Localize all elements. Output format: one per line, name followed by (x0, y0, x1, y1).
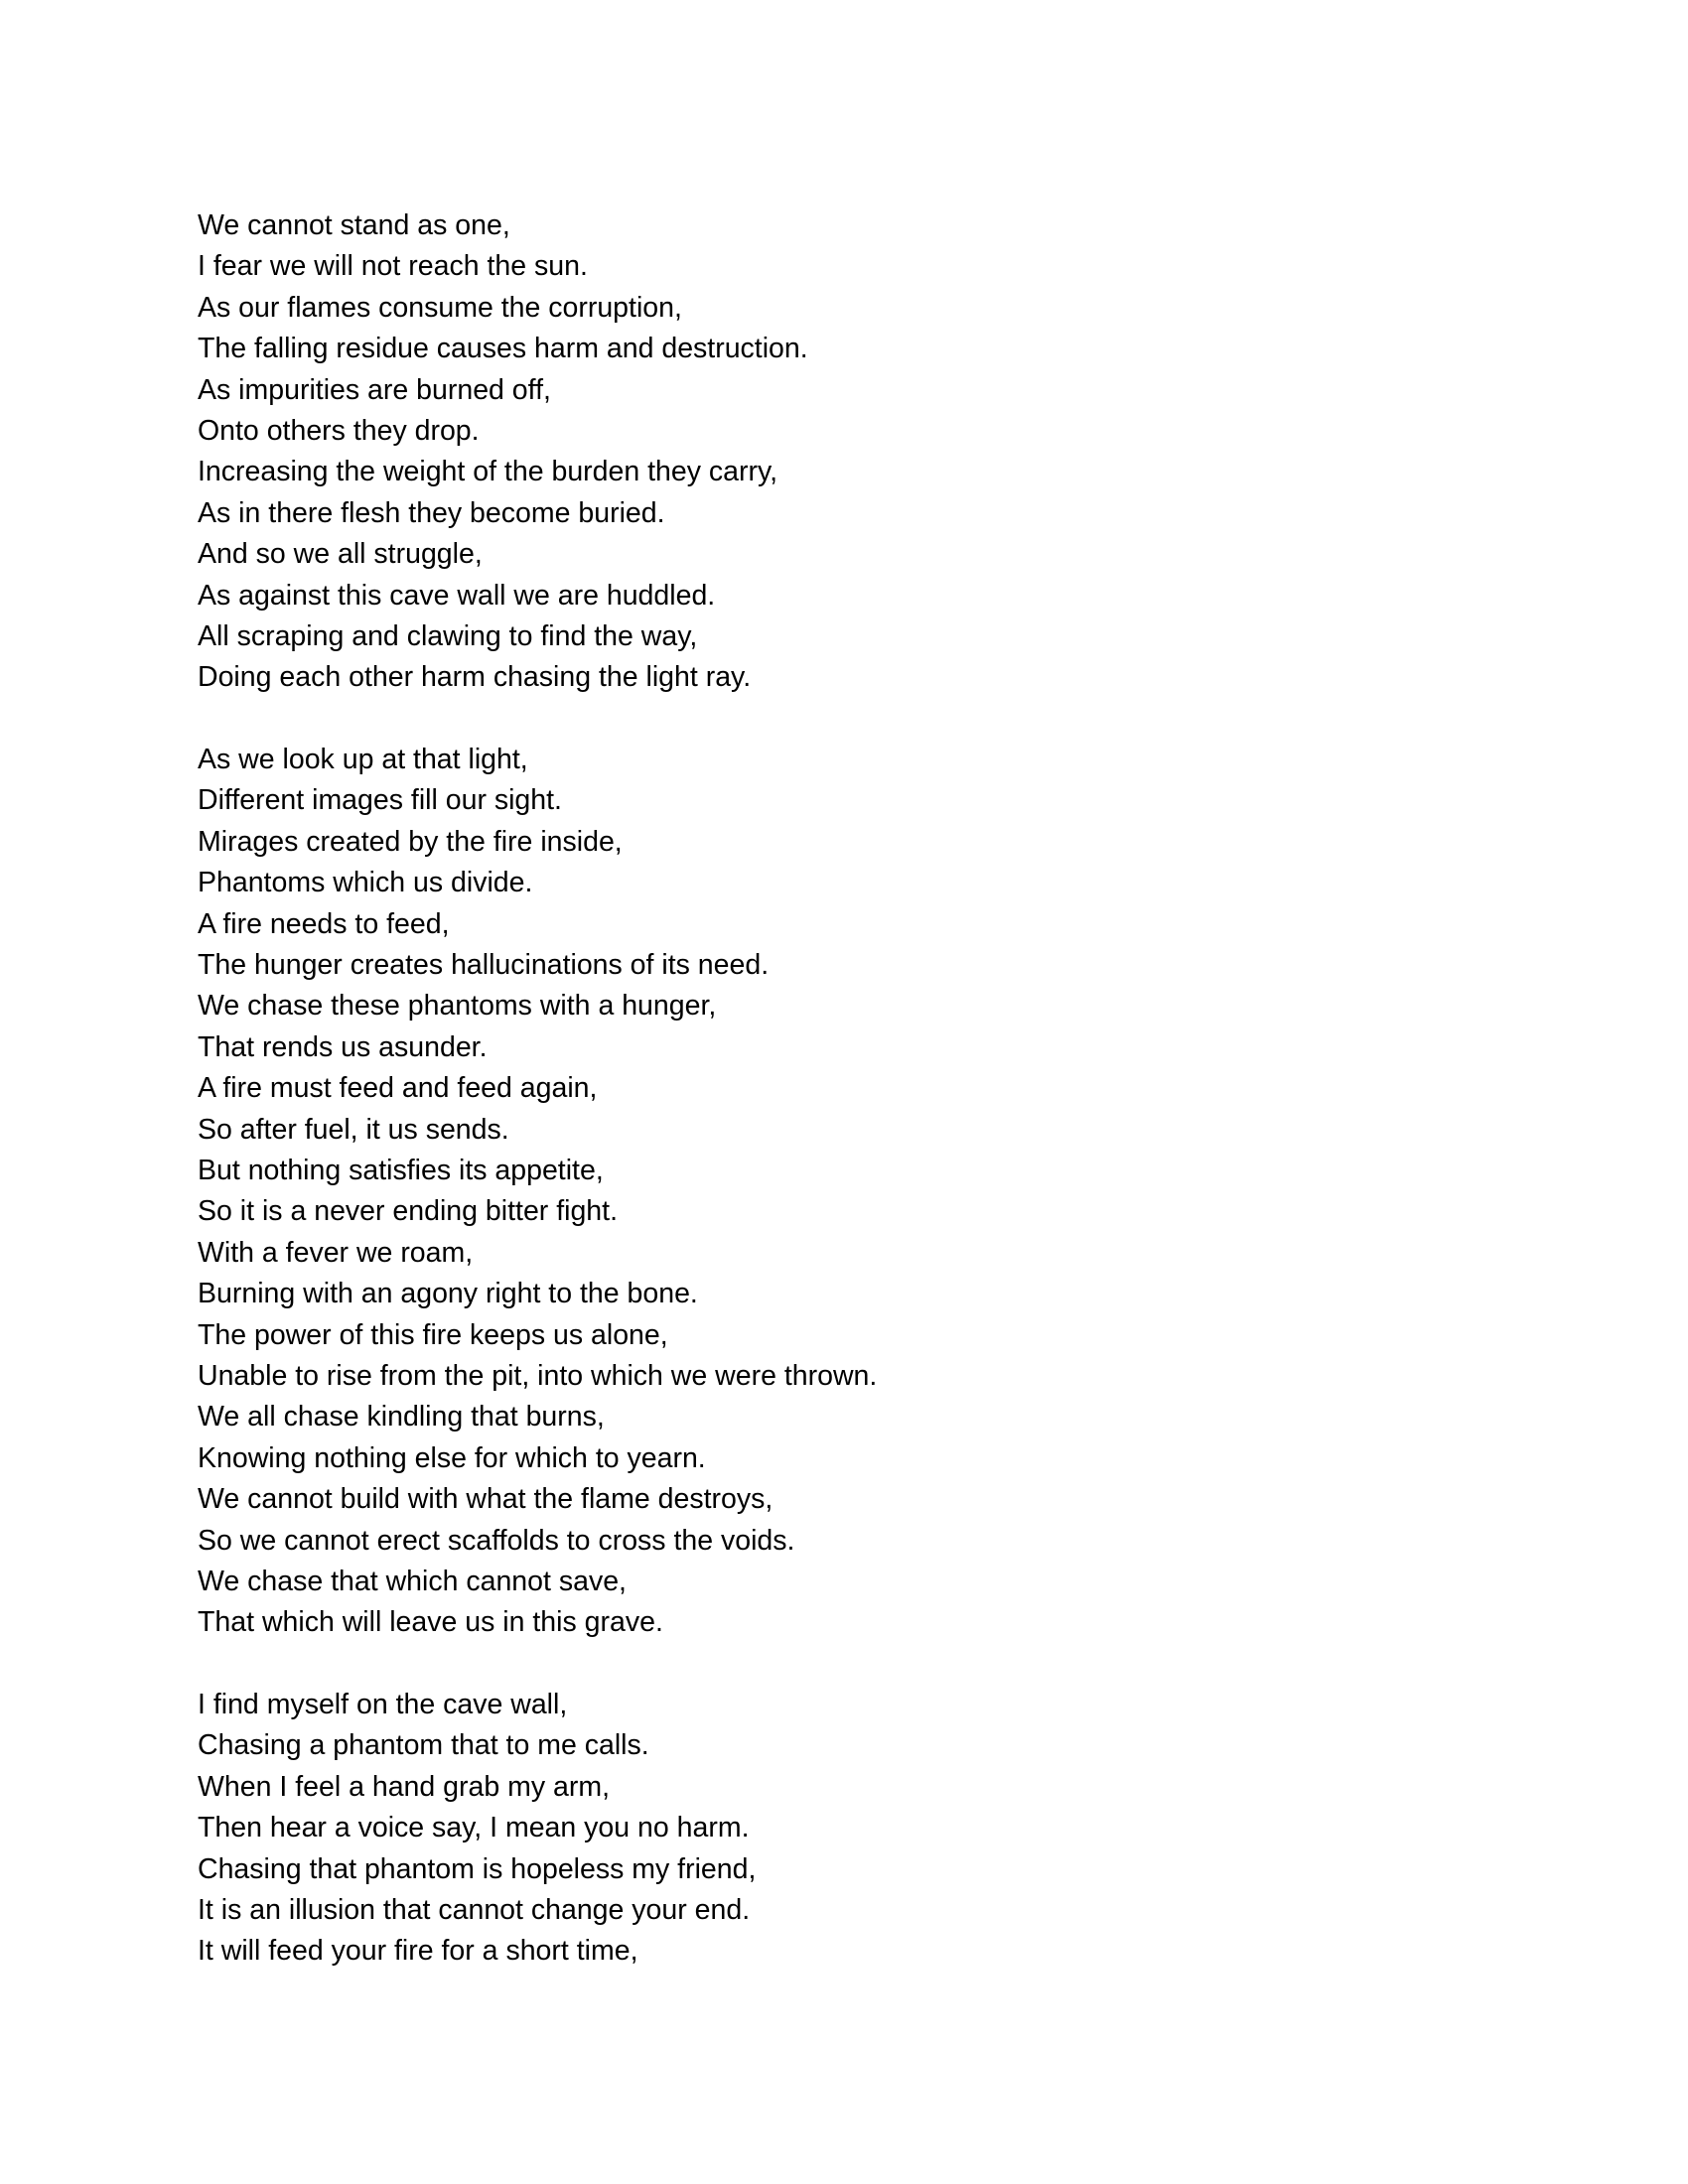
poem-line: Burning with an agony right to the bone. (198, 1278, 698, 1310)
poem-line: As in there flesh they become buried. (198, 496, 665, 529)
poem-line: Knowing nothing else for which to yearn. (198, 1441, 706, 1474)
poem-line: Increasing the weight of the burden they carry, (198, 456, 778, 488)
poem-line: That rends us asunder. (198, 1030, 488, 1063)
poem-line: We all chase kindling that burns, (198, 1401, 605, 1433)
poem-line: And so we all struggle, (198, 538, 483, 571)
poem-line: We chase these phantoms with a hunger, (198, 990, 717, 1023)
poem-line: As our flames consume the corruption, (198, 291, 682, 324)
poem-line: The hunger creates hallucinations of its need. (198, 949, 770, 982)
poem-line: I fear we will not reach the sun. (198, 250, 588, 283)
poem-line: With a fever we roam, (198, 1236, 474, 1269)
stanza-break (198, 699, 1488, 740)
poem-line: All scraping and clawing to find the way, (198, 619, 698, 652)
poem-line: Unable to rise from the pit, into which we were thrown. (198, 1359, 878, 1392)
stanza (198, 1685, 1488, 1973)
poem-line: As impurities are burned off, (198, 373, 551, 406)
poem-line: It will feed your fire for a short time, (198, 1935, 638, 1968)
poem-line: We chase that which cannot save, (198, 1565, 627, 1597)
poem-line: The power of this fire keeps us alone, (198, 1318, 668, 1351)
poem-line: Mirages created by the fire inside, (198, 825, 623, 858)
poem-line: Chasing that phantom is hopeless my friend, (198, 1852, 757, 1885)
poem-line: Chasing a phantom that to me calls. (198, 1729, 649, 1762)
poem-line: We cannot stand as one, (198, 209, 510, 241)
poem-line: So after fuel, it us sends. (198, 1113, 509, 1146)
poem-line: Doing each other harm chasing the light ray. (198, 661, 752, 694)
poem-line: Onto others they drop. (198, 414, 480, 447)
stanza-break (198, 1644, 1488, 1685)
poem-line: The falling residue causes harm and destruction. (198, 333, 808, 365)
stanza (198, 205, 1488, 699)
poem-line: But nothing satisfies its appetite, (198, 1154, 604, 1186)
poem-line: A fire needs to feed, (198, 907, 450, 940)
poem-line: As against this cave wall we are huddled. (198, 579, 716, 612)
poem-line: I find myself on the cave wall, (198, 1689, 568, 1721)
poem-line: Then hear a voice say, I mean you no harm. (198, 1812, 750, 1844)
poem-line: Phantoms which us divide. (198, 867, 533, 899)
poem-line: When I feel a hand grab my arm, (198, 1770, 611, 1803)
poem-line: As we look up at that light, (198, 744, 528, 776)
poem-body (198, 205, 1488, 1973)
poem-line: So we cannot erect scaffolds to cross the voids. (198, 1524, 795, 1557)
poem-line: We cannot build with what the flame destroys, (198, 1483, 774, 1516)
stanza (198, 740, 1488, 1644)
poem-line: Different images fill our sight. (198, 784, 562, 817)
poem-line: It is an illusion that cannot change your end. (198, 1894, 751, 1927)
poem-line: That which will leave us in this grave. (198, 1606, 663, 1639)
poem-line: A fire must feed and feed again, (198, 1072, 598, 1105)
poem-line: So it is a never ending bitter fight. (198, 1195, 618, 1228)
